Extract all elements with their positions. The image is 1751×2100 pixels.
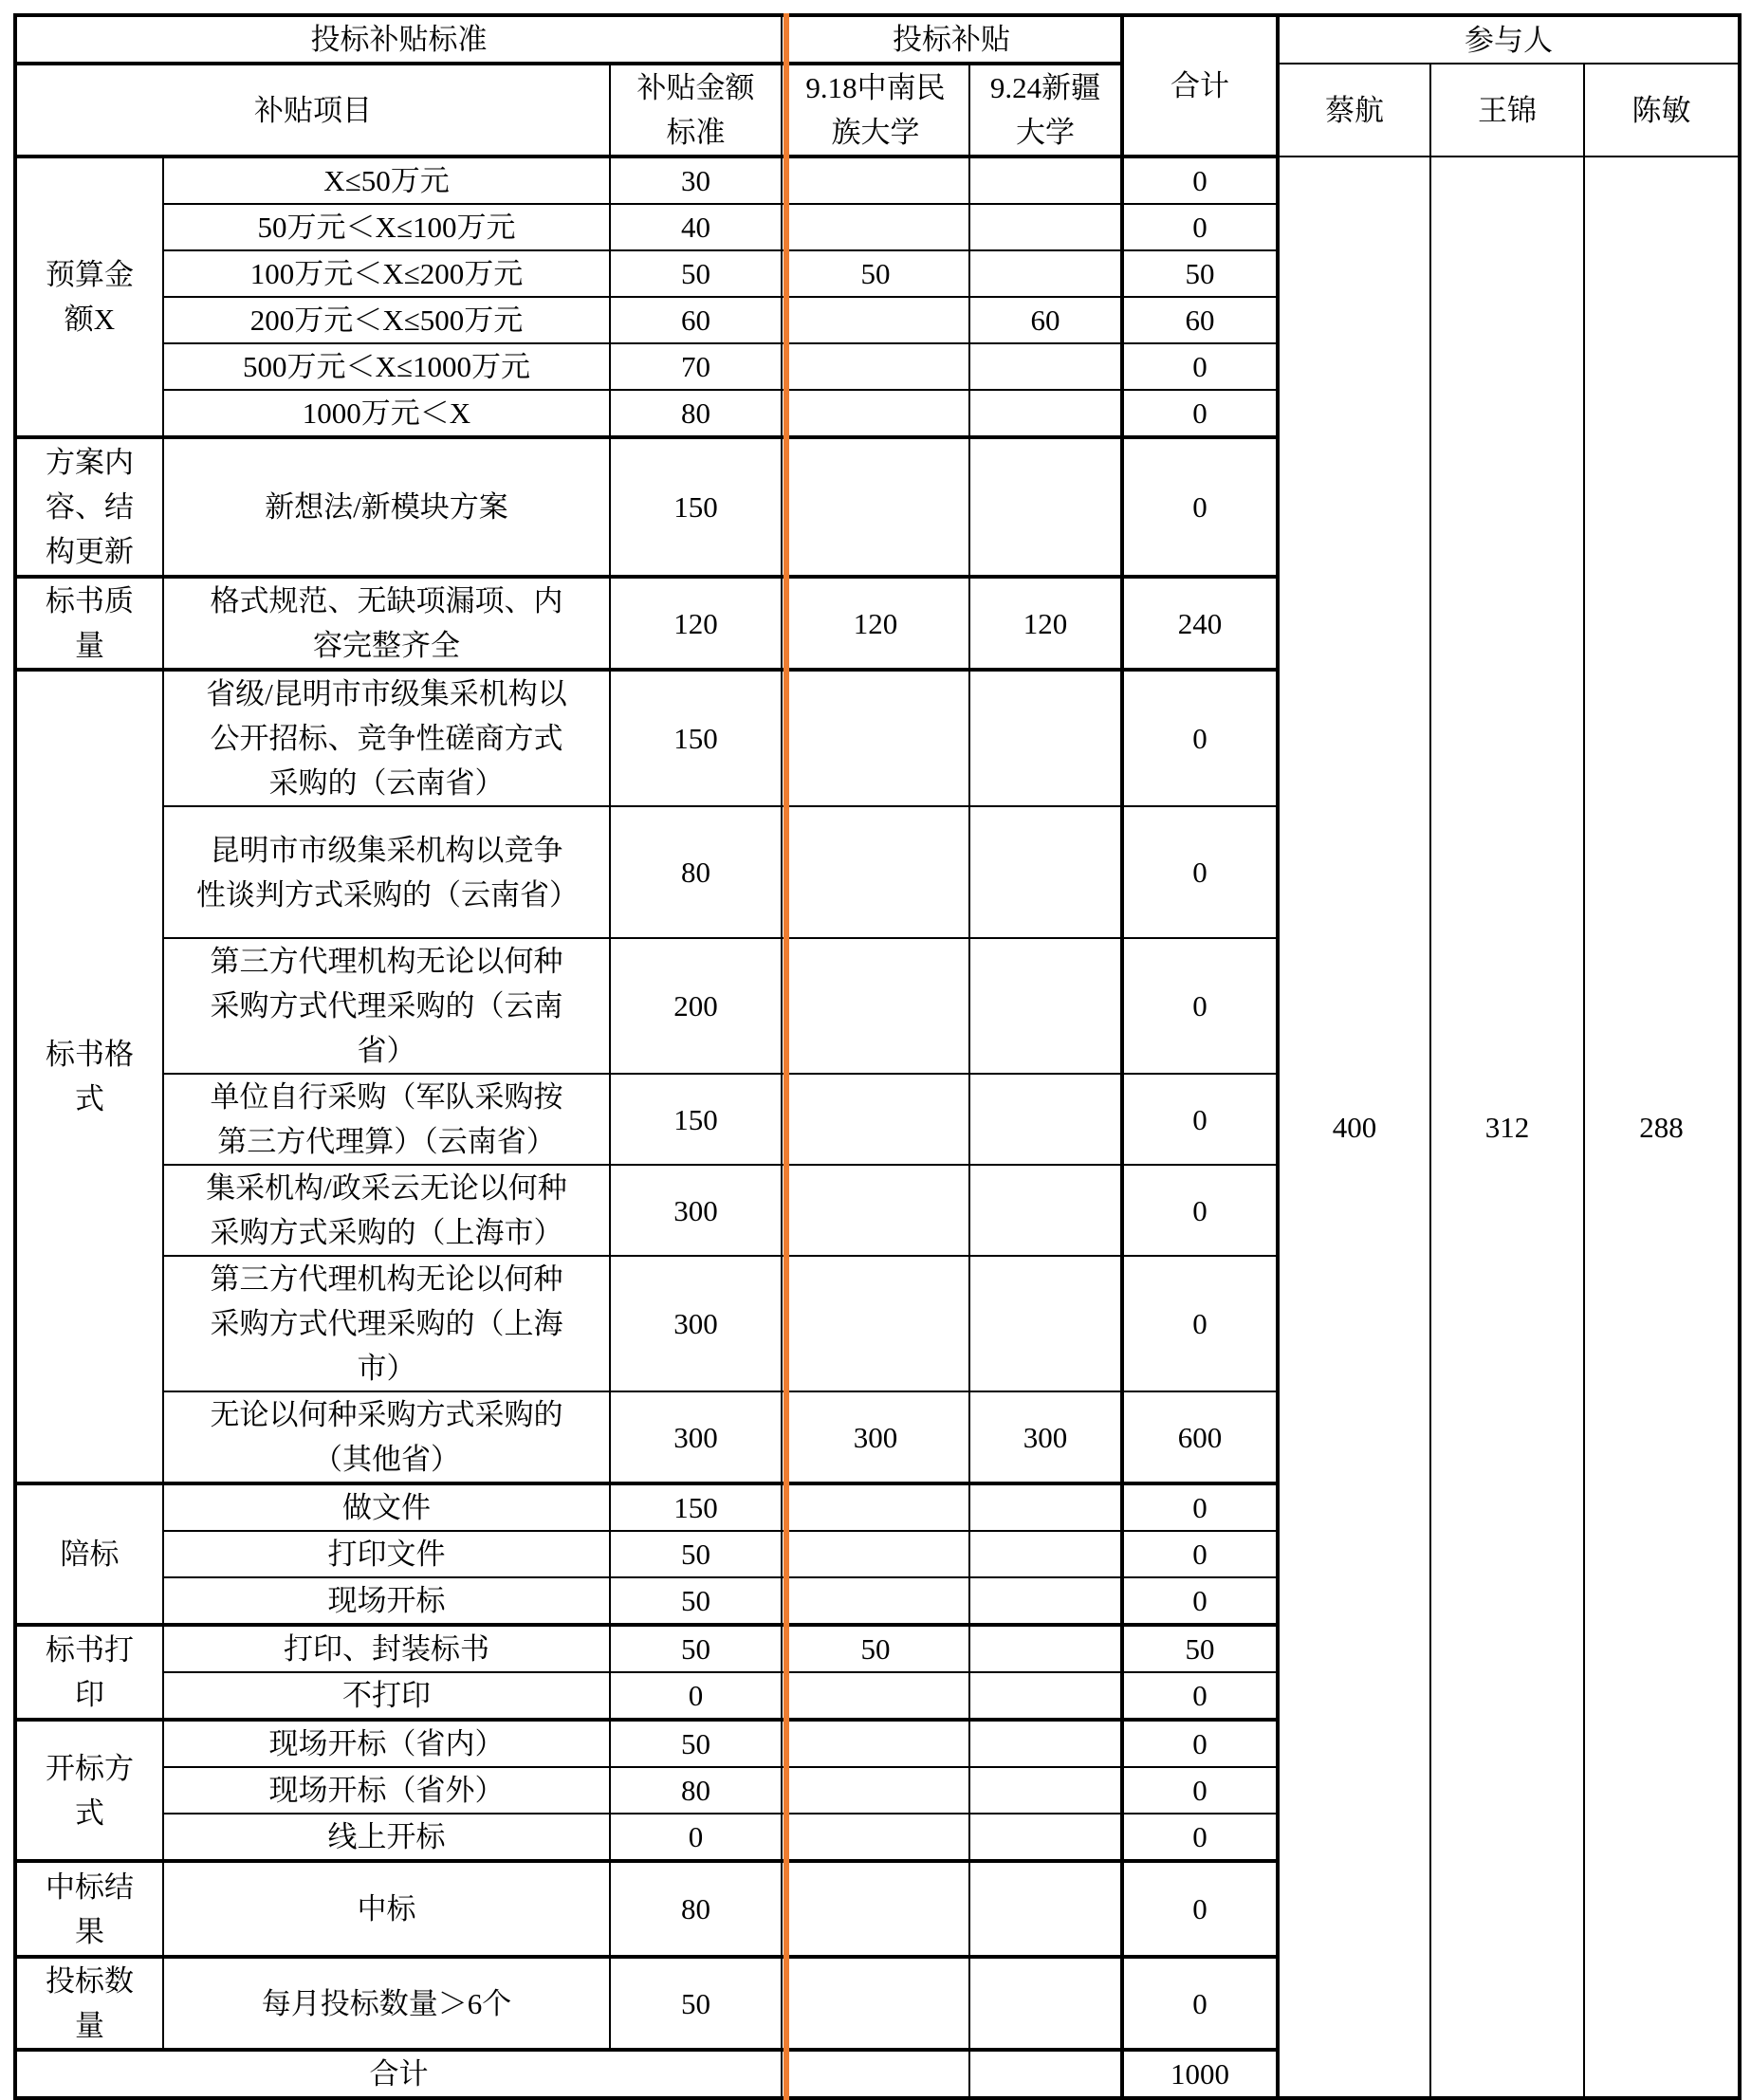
total-cell: 0 <box>1122 1720 1278 1767</box>
item-cell: 50万元＜X≤100万元 <box>163 204 610 250</box>
item-cell: 现场开标（省外） <box>163 1767 610 1814</box>
event1-cell: 50 <box>782 1625 969 1672</box>
standard-cell: 70 <box>610 343 782 390</box>
total-cell: 50 <box>1122 250 1278 297</box>
standard-cell: 80 <box>610 1767 782 1814</box>
event1-cell: 120 <box>782 577 969 670</box>
group-cell: 陪标 <box>15 1483 163 1625</box>
item-cell: 打印文件 <box>163 1531 610 1577</box>
standard-cell: 50 <box>610 250 782 297</box>
standard-cell: 50 <box>610 1577 782 1625</box>
item-cell: 现场开标 <box>163 1577 610 1625</box>
item-cell: 省级/昆明市市级集采机构以公开招标、竞争性磋商方式采购的（云南省） <box>163 670 610 806</box>
header-total: 合计 <box>1122 15 1278 157</box>
total-cell: 0 <box>1122 1672 1278 1720</box>
total-cell: 0 <box>1122 437 1278 577</box>
event1-cell <box>782 1720 969 1767</box>
item-cell: 第三方代理机构无论以何种采购方式代理采购的（云南省） <box>163 938 610 1074</box>
item-cell: 不打印 <box>163 1672 610 1720</box>
item-cell: 每月投标数量＞6个 <box>163 1957 610 2050</box>
standard-cell: 60 <box>610 297 782 343</box>
total-cell: 0 <box>1122 938 1278 1074</box>
event1-cell <box>782 1861 969 1957</box>
event2-cell <box>969 390 1122 437</box>
event2-cell <box>969 670 1122 806</box>
item-cell: 做文件 <box>163 1483 610 1531</box>
event1-cell <box>782 1672 969 1720</box>
footer-label: 合计 <box>15 2050 782 2098</box>
total-cell: 60 <box>1122 297 1278 343</box>
event2-cell <box>969 1861 1122 1957</box>
item-cell: 第三方代理机构无论以何种采购方式代理采购的（上海市） <box>163 1256 610 1391</box>
standard-cell: 300 <box>610 1256 782 1391</box>
event1-cell <box>782 1814 969 1861</box>
event2-cell <box>969 250 1122 297</box>
item-cell: 100万元＜X≤200万元 <box>163 250 610 297</box>
header-participant-3: 陈敏 <box>1584 64 1740 157</box>
total-cell: 0 <box>1122 1957 1278 2050</box>
event2-cell <box>969 204 1122 250</box>
subsidy-sheet <box>13 13 1742 2100</box>
item-cell: X≤50万元 <box>163 157 610 204</box>
event1-cell <box>782 1256 969 1391</box>
header-participant-1: 蔡航 <box>1278 64 1430 157</box>
event1-cell <box>782 1483 969 1531</box>
standard-cell: 120 <box>610 577 782 670</box>
standard-cell: 300 <box>610 1165 782 1256</box>
item-cell: 中标 <box>163 1861 610 1957</box>
standard-cell: 0 <box>610 1672 782 1720</box>
event2-cell <box>969 1720 1122 1767</box>
participant-total-cell: 312 <box>1430 157 1584 2098</box>
event2-cell <box>969 1957 1122 2050</box>
standard-cell: 50 <box>610 1720 782 1767</box>
header-row-2 <box>15 64 1740 157</box>
participant-total-cell: 400 <box>1278 157 1430 2098</box>
event1-cell <box>782 1577 969 1625</box>
header-left-title: 投标补贴标准 <box>15 15 782 64</box>
group-cell: 开标方式 <box>15 1720 163 1861</box>
standard-cell: 50 <box>610 1957 782 2050</box>
event2-cell <box>969 1074 1122 1165</box>
total-cell: 0 <box>1122 1814 1278 1861</box>
header-item-label: 补贴项目 <box>15 64 610 157</box>
standard-cell: 0 <box>610 1814 782 1861</box>
standard-cell: 50 <box>610 1531 782 1577</box>
event2-cell <box>969 2050 1122 2098</box>
group-cell: 方案内容、结构更新 <box>15 437 163 577</box>
item-cell: 打印、封装标书 <box>163 1625 610 1672</box>
event2-cell <box>969 1256 1122 1391</box>
event2-cell <box>969 1767 1122 1814</box>
standard-cell: 80 <box>610 806 782 938</box>
total-cell: 0 <box>1122 1531 1278 1577</box>
footer-total: 1000 <box>1122 2050 1278 2098</box>
standard-cell: 150 <box>610 437 782 577</box>
total-cell: 600 <box>1122 1391 1278 1483</box>
participant-total-cell: 288 <box>1584 157 1740 2098</box>
group-cell: 预算金额X <box>15 157 163 437</box>
event2-cell <box>969 1625 1122 1672</box>
event2-cell <box>969 1483 1122 1531</box>
event2-cell <box>969 437 1122 577</box>
item-cell: 线上开标 <box>163 1814 610 1861</box>
total-cell: 0 <box>1122 1165 1278 1256</box>
item-cell: 昆明市市级集采机构以竞争性谈判方式采购的（云南省） <box>163 806 610 938</box>
event1-cell: 50 <box>782 250 969 297</box>
standard-cell: 80 <box>610 1861 782 1957</box>
group-cell: 标书质量 <box>15 577 163 670</box>
total-cell: 0 <box>1122 1256 1278 1391</box>
total-cell: 0 <box>1122 157 1278 204</box>
event1-cell <box>782 1531 969 1577</box>
total-cell: 0 <box>1122 390 1278 437</box>
item-cell: 格式规范、无缺项漏项、内容完整齐全 <box>163 577 610 670</box>
item-cell: 无论以何种采购方式采购的（其他省） <box>163 1391 610 1483</box>
event1-cell <box>782 390 969 437</box>
standard-cell: 150 <box>610 670 782 806</box>
event2-cell <box>969 938 1122 1074</box>
total-cell: 0 <box>1122 204 1278 250</box>
total-cell: 0 <box>1122 1074 1278 1165</box>
event1-cell <box>782 437 969 577</box>
total-cell: 0 <box>1122 1483 1278 1531</box>
header-participant-2: 王锦 <box>1430 64 1584 157</box>
item-cell: 500万元＜X≤1000万元 <box>163 343 610 390</box>
total-cell: 0 <box>1122 1577 1278 1625</box>
header-event1-label: 9.18中南民族大学 <box>782 64 969 157</box>
event1-cell <box>782 297 969 343</box>
group-cell: 标书打印 <box>15 1625 163 1720</box>
event1-cell <box>782 1767 969 1814</box>
total-cell: 0 <box>1122 1767 1278 1814</box>
header-row-1 <box>15 15 1740 64</box>
standard-cell: 50 <box>610 1625 782 1672</box>
total-cell: 0 <box>1122 670 1278 806</box>
header-mid-title: 投标补贴 <box>782 15 1122 64</box>
group-cell: 投标数量 <box>15 1957 163 2050</box>
event2-cell <box>969 1531 1122 1577</box>
total-cell: 50 <box>1122 1625 1278 1672</box>
event2-cell <box>969 1577 1122 1625</box>
event1-cell <box>782 1074 969 1165</box>
standard-cell: 40 <box>610 204 782 250</box>
total-cell: 0 <box>1122 1861 1278 1957</box>
event1-cell <box>782 1165 969 1256</box>
event1-cell <box>782 806 969 938</box>
item-cell: 新想法/新模块方案 <box>163 437 610 577</box>
event1-cell <box>782 343 969 390</box>
total-cell: 240 <box>1122 577 1278 670</box>
header-event2-label: 9.24新疆大学 <box>969 64 1122 157</box>
standard-cell: 200 <box>610 938 782 1074</box>
event2-cell <box>969 1814 1122 1861</box>
event2-cell <box>969 1165 1122 1256</box>
item-cell: 单位自行采购（军队采购按第三方代理算）（云南省） <box>163 1074 610 1165</box>
event2-cell: 120 <box>969 577 1122 670</box>
standard-cell: 30 <box>610 157 782 204</box>
event1-cell <box>782 2050 969 2098</box>
total-cell: 0 <box>1122 806 1278 938</box>
standard-cell: 80 <box>610 390 782 437</box>
total-cell: 0 <box>1122 343 1278 390</box>
event1-cell: 300 <box>782 1391 969 1483</box>
standard-cell: 150 <box>610 1483 782 1531</box>
subsidy-table <box>13 13 1742 2100</box>
group-cell: 中标结果 <box>15 1861 163 1957</box>
event2-cell <box>969 343 1122 390</box>
event1-cell <box>782 204 969 250</box>
orange-divider-line <box>783 13 789 2100</box>
table-row <box>15 157 1740 204</box>
item-cell: 1000万元＜X <box>163 390 610 437</box>
event1-cell <box>782 938 969 1074</box>
event1-cell <box>782 157 969 204</box>
event2-cell: 300 <box>969 1391 1122 1483</box>
standard-cell: 150 <box>610 1074 782 1165</box>
header-standard-label: 补贴金额标准 <box>610 64 782 157</box>
event2-cell <box>969 806 1122 938</box>
event1-cell <box>782 670 969 806</box>
event2-cell <box>969 1672 1122 1720</box>
event1-cell <box>782 1957 969 2050</box>
event2-cell: 60 <box>969 297 1122 343</box>
item-cell: 集采机构/政采云无论以何种采购方式采购的（上海市） <box>163 1165 610 1256</box>
group-cell: 标书格式 <box>15 670 163 1483</box>
item-cell: 现场开标（省内） <box>163 1720 610 1767</box>
header-participants-title: 参与人 <box>1278 15 1740 64</box>
item-cell: 200万元＜X≤500万元 <box>163 297 610 343</box>
standard-cell: 300 <box>610 1391 782 1483</box>
event2-cell <box>969 157 1122 204</box>
